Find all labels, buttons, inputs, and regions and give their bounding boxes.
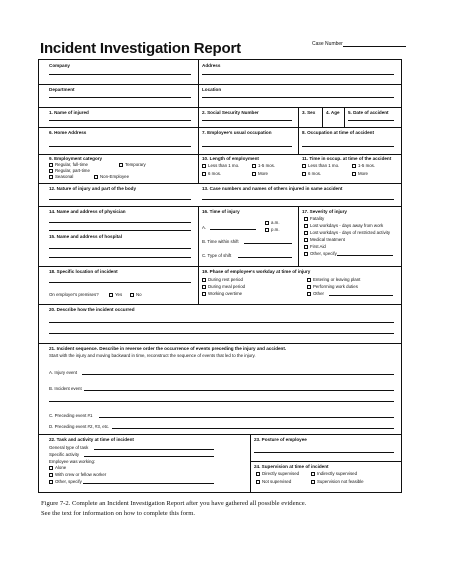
fatality-checkbox[interactable] <box>304 217 308 221</box>
occ-6-label: 6 mos. <box>308 171 322 176</box>
occupation-at-accident-label: 8. Occupation at time of accident <box>302 130 374 135</box>
hospital-label: 15. Name and address of hospital <box>49 234 123 239</box>
len-1to5-label: 1-5 mos. <box>258 163 276 168</box>
length-employment-label: 10. Length of employment <box>202 156 259 161</box>
nature-injury-field[interactable] <box>49 199 191 200</box>
incident-sequence-instructions: Start with the injury and moving backward in time, reconstruct the sequence of events that led to the injury. <box>49 353 256 358</box>
work-duties-label: Performing work duties <box>313 284 358 289</box>
incident-form <box>38 59 402 493</box>
hospital-field-1[interactable] <box>49 248 191 249</box>
time-within-shift-label: B. Time within shift <box>202 239 239 244</box>
case-number-label: Case Number <box>312 41 343 47</box>
occ-1to5-label: 1-5 mos. <box>358 163 376 168</box>
incident-event-label: B. Incident event <box>49 386 82 391</box>
overtime-checkbox[interactable] <box>202 292 206 296</box>
home-address-label: 6. Home Address <box>49 130 87 135</box>
describe-line-2[interactable] <box>49 333 394 334</box>
regular-fulltime-label: Regular, full-time <box>55 162 88 167</box>
alone-checkbox[interactable] <box>49 466 53 470</box>
meal-period-label: During meal period <box>208 284 246 289</box>
other-phase-checkbox[interactable] <box>307 292 311 296</box>
other-working-label: Other, specify <box>55 479 82 484</box>
occupation-at-accident-field[interactable] <box>302 146 394 147</box>
len-6-checkbox[interactable] <box>202 172 206 176</box>
home-address-field[interactable] <box>49 146 191 147</box>
occ-less1-label: Less than 1 mo. <box>308 163 340 168</box>
indirectly-supervised-label: Indirectly supervised <box>317 471 358 476</box>
date-accident-field[interactable] <box>348 120 394 121</box>
regular-parttime-checkbox[interactable] <box>49 169 53 173</box>
regular-fulltime-checkbox[interactable] <box>49 163 53 167</box>
figure-caption-line-1: Figure 7-2. Complete an Incident Investigation Report after you have gathered all possible evidence. <box>41 500 307 507</box>
usual-occupation-field[interactable] <box>202 146 292 147</box>
entering-leaving-checkbox[interactable] <box>307 278 311 282</box>
type-shift-field[interactable] <box>238 257 292 258</box>
other-severity-label: Other, specify <box>310 251 337 256</box>
ssn-field[interactable] <box>202 120 292 121</box>
others-injured-field[interactable] <box>202 199 394 200</box>
fatality-label: Fatality <box>310 216 325 221</box>
preceding-event-1-label: C. Preceding event #1 <box>49 413 93 418</box>
company-label: Company <box>49 63 70 68</box>
posture-label: 23. Posture of employee <box>254 437 307 442</box>
specific-location-field[interactable] <box>49 282 191 283</box>
len-more-checkbox[interactable] <box>252 172 256 176</box>
other-phase-label: Other <box>313 291 324 296</box>
seasonal-checkbox[interactable] <box>49 175 53 179</box>
temporary-label: Temporary <box>125 162 146 167</box>
indirectly-supervised-checkbox[interactable] <box>311 472 315 476</box>
sex-label: 3. Sex <box>302 110 316 115</box>
not-supervised-checkbox[interactable] <box>256 480 260 484</box>
incident-event-field-2[interactable] <box>49 401 394 402</box>
department-label: Department <box>49 87 75 92</box>
non-employee-label: Non-Employee <box>100 174 130 179</box>
name-injured-field[interactable] <box>49 120 191 121</box>
len-6-label: 6 mos. <box>208 171 222 176</box>
directly-supervised-label: Directly supervised <box>262 471 300 476</box>
incident-sequence-label: 21. Incident sequence. Describe in reverse order the occurrence of events preceding the injury and accident. <box>49 346 287 351</box>
other-severity-field[interactable] <box>337 255 393 256</box>
general-task-field[interactable] <box>94 449 214 450</box>
preceding-event-1-field[interactable] <box>99 417 394 418</box>
len-less1-label: Less than 1 mo. <box>208 163 240 168</box>
first-aid-label: First Aid <box>310 244 326 249</box>
seasonal-label: Seasonal <box>55 174 74 179</box>
am-label: a.m. <box>271 220 280 225</box>
with-crew-checkbox[interactable] <box>49 473 53 477</box>
premises-yes-checkbox[interactable] <box>109 293 113 297</box>
lost-days-away-label: Lost workdays - days away from work <box>310 223 384 228</box>
medical-treatment-label: Medical treatment <box>310 237 345 242</box>
case-number-field[interactable] <box>343 46 406 47</box>
physician-field-2[interactable] <box>49 230 191 231</box>
lost-days-away-checkbox[interactable] <box>304 224 308 228</box>
location-label: Location <box>202 87 222 92</box>
time-a-field[interactable] <box>210 229 256 230</box>
lost-days-restricted-label: Lost workdays - days of restricted activity <box>310 230 391 235</box>
specific-activity-field[interactable] <box>84 456 214 457</box>
other-severity-checkbox[interactable] <box>304 252 308 256</box>
injury-event-field[interactable] <box>82 374 394 375</box>
time-within-shift-field[interactable] <box>244 243 292 244</box>
medical-treatment-checkbox[interactable] <box>304 238 308 242</box>
incident-event-field[interactable] <box>84 390 394 391</box>
occ-more-label: More <box>358 171 369 176</box>
specific-activity-label: Specific activity <box>49 452 80 457</box>
others-injured-label: 13. Case numbers and names of others injured in same accident <box>202 186 343 191</box>
report-title: Incident Investigation Report <box>40 40 241 57</box>
company-field[interactable] <box>49 74 191 75</box>
premises-no-checkbox[interactable] <box>130 293 134 297</box>
supervision-not-feasible-label: Supervision not feasible <box>317 479 364 484</box>
employee-working-label: Employee was working: <box>49 459 96 464</box>
physician-label: 14. Name and address of physician <box>49 209 126 214</box>
time-in-occupation-label: 11. Time in occup. at time of the accident <box>302 156 392 161</box>
usual-occupation-label: 7. Employee's usual occupation <box>202 130 272 135</box>
physician-field-1[interactable] <box>49 222 191 223</box>
location-field[interactable] <box>202 97 394 98</box>
overtime-label: Working overtime <box>208 291 243 296</box>
rest-period-checkbox[interactable] <box>202 278 206 282</box>
with-crew-label: With crew or fellow worker <box>55 472 107 477</box>
type-shift-label: C. Type of shift <box>202 253 232 258</box>
occ-more-checkbox[interactable] <box>352 172 356 176</box>
supervision-not-feasible-checkbox[interactable] <box>311 480 315 484</box>
premises-question: On employer's premises? <box>49 292 99 297</box>
first-aid-checkbox[interactable] <box>304 245 308 249</box>
employment-category-label: 9. Employment category <box>49 156 103 161</box>
other-working-field[interactable] <box>83 483 214 484</box>
ssn-label: 2. Social Security Number <box>202 110 259 115</box>
date-accident-label: 5. Date of accident <box>348 110 389 115</box>
posture-field[interactable] <box>254 452 394 453</box>
premises-yes-label: Yes <box>115 292 123 297</box>
premises-no-label: No <box>136 292 142 297</box>
meal-period-checkbox[interactable] <box>202 285 206 289</box>
address-field[interactable] <box>202 74 394 75</box>
time-a-label: A. <box>202 225 207 230</box>
specific-location-label: 18. Specific location of incident <box>49 269 118 274</box>
occ-1to5-checkbox[interactable] <box>352 164 356 168</box>
occ-less1-checkbox[interactable] <box>302 164 306 168</box>
severity-label: 17. Severity of injury <box>302 209 347 214</box>
time-injury-label: 16. Time of injury <box>202 209 240 214</box>
age-label: 4. Age <box>326 110 340 115</box>
other-working-checkbox[interactable] <box>49 480 53 484</box>
rest-period-label: During rest period <box>208 277 243 282</box>
describe-line-1[interactable] <box>49 322 394 323</box>
entering-leaving-label: Entering or leaving plant <box>313 277 361 282</box>
pm-label: p.m. <box>271 227 280 232</box>
am-checkbox[interactable] <box>265 221 269 225</box>
describe-incident-label: 20. Describe how the incident occurred <box>49 307 135 312</box>
other-phase-field[interactable] <box>329 295 393 296</box>
occ-6-checkbox[interactable] <box>302 172 306 176</box>
pm-checkbox[interactable] <box>265 228 269 232</box>
supervision-label: 24. Supervision at time of incident <box>254 464 329 469</box>
not-supervised-label: Not supervised <box>262 479 292 484</box>
directly-supervised-checkbox[interactable] <box>256 472 260 476</box>
temporary-checkbox[interactable] <box>119 163 123 167</box>
len-less1-checkbox[interactable] <box>202 164 206 168</box>
alone-label: Alone <box>55 465 67 470</box>
lost-days-restricted-checkbox[interactable] <box>304 231 308 235</box>
nature-injury-label: 12. Nature of injury and part of the body <box>49 186 137 191</box>
workday-phase-label: 19. Phase of employee's workday at time of injury <box>202 269 311 274</box>
preceding-event-2-label: D. Preceding event #2, #3, etc. <box>49 424 110 429</box>
figure-caption-line-2: See the text for information on how to complete this form. <box>41 510 196 517</box>
address-label: Address <box>202 63 221 68</box>
non-employee-checkbox[interactable] <box>94 175 98 179</box>
len-1to5-checkbox[interactable] <box>252 164 256 168</box>
work-duties-checkbox[interactable] <box>307 285 311 289</box>
general-task-label: General type of task <box>49 445 89 450</box>
hospital-field-2[interactable] <box>49 257 191 258</box>
task-activity-label: 22. Task and activity at time of incident <box>49 437 134 442</box>
department-field[interactable] <box>49 97 191 98</box>
len-more-label: More <box>258 171 269 176</box>
name-injured-label: 1. Name of injured <box>49 110 89 115</box>
injury-event-label: A. Injury event <box>49 370 78 375</box>
preceding-event-2-field[interactable] <box>112 428 394 429</box>
regular-parttime-label: Regular, part-time <box>55 168 90 173</box>
